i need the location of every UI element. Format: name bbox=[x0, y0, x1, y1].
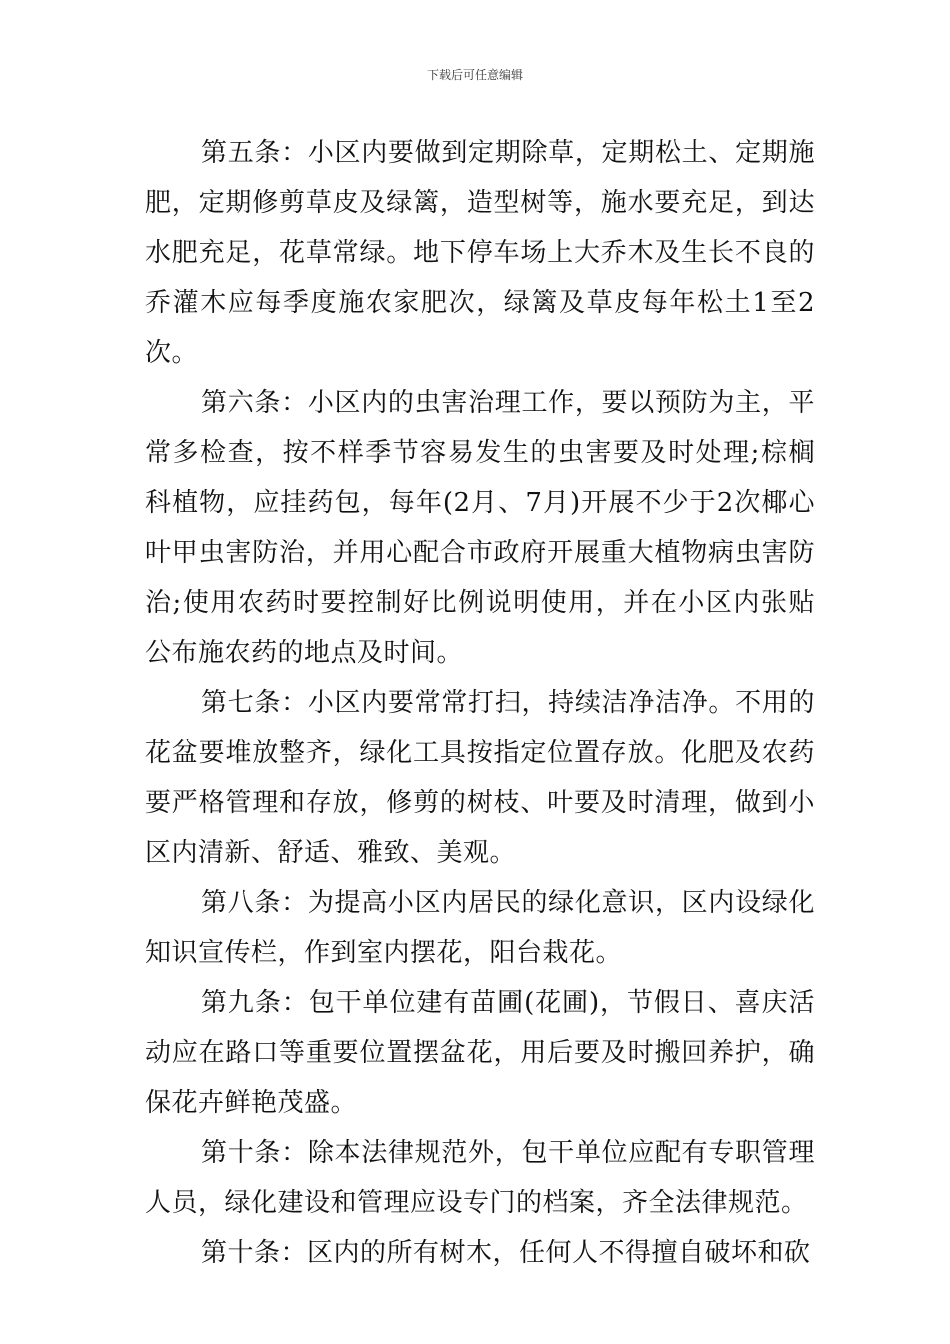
paragraph-article-10b: 第十条：区内的所有树木，任何人不得擅自破坏和砍 bbox=[201, 1238, 811, 1268]
paragraph-article-7: 第七条：小区内要常常打扫，持续洁净洁净。不用的花盆要堆放整齐，绿化工具按指定位置存放。化肥及农药要严格管理和存放，修剪的树枝、叶要及时清理，做到小区内清新、舒适、雅致、美观。 bbox=[145, 688, 815, 868]
paragraph-article-5: 第五条：小区内要做到定期除草，定期松土、定期施肥，定期修剪草皮及绿篱，造型树等，施水要充足，到达水肥充足，花草常绿。地下停车场上大乔木及生长不良的乔灌木应每季度施农家肥次，绿篱及草皮每年松土1至2次。 bbox=[145, 138, 815, 368]
paragraph-article-6: 第六条：小区内的虫害治理工作，要以预防为主，平常多检查，按不样季节容易发生的虫害要及时处理;棕榈科植物，应挂药包，每年(2月、7月)开展不少于2次椰心叶甲虫害防治，并用心配合市政府开展重大植物病虫害防治;使用农药时要控制好比例说明使用，并在小区内张贴公布施农药的地点及时间。 bbox=[145, 388, 815, 668]
paragraph-article-8: 第八条：为提高小区内居民的绿化意识，区内设绿化知识宣传栏，作到室内摆花，阳台栽花。 bbox=[145, 888, 815, 968]
page-header: 下载后可任意编辑 bbox=[426, 68, 523, 82]
paragraph-article-9: 第九条：包干单位建有苗圃(花圃)，节假日、喜庆活动应在路口等重要位置摆盆花，用后要及时搬回养护，确保花卉鲜艳茂盛。 bbox=[145, 988, 815, 1118]
paragraph-article-10: 第十条：除本法律规范外，包干单位应配有专职管理人员，绿化建设和管理应设专门的档案，齐全法律规范。 bbox=[145, 1138, 815, 1218]
document-body bbox=[145, 128, 815, 1278]
